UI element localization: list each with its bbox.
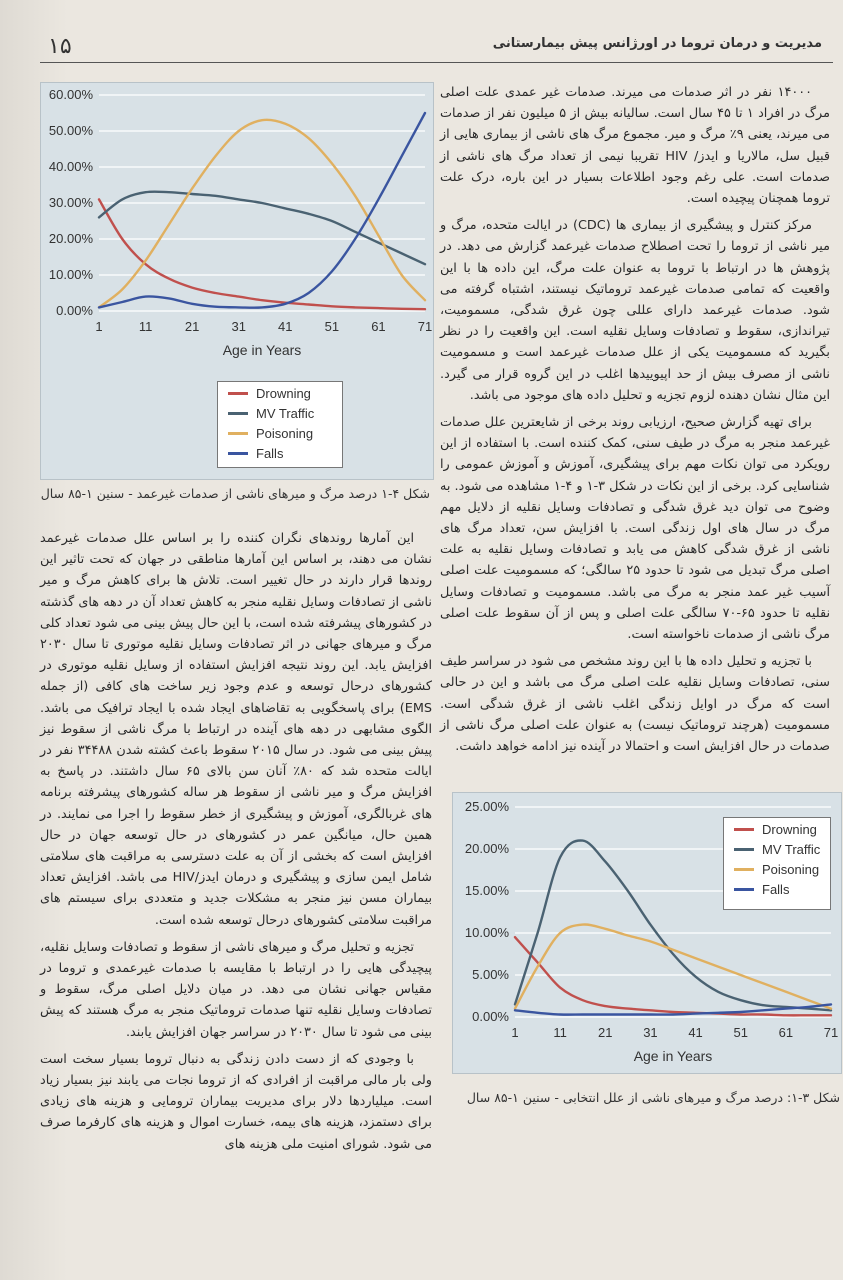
legend-swatch [734,868,754,871]
y-tick-label: 20.00% [464,841,509,856]
x-tick-label: 61 [778,1025,794,1040]
y-tick-label: 40.00% [48,159,93,174]
x-tick-label: 21 [184,319,200,334]
x-tick-label: 51 [733,1025,748,1040]
x-axis-label: Age in Years [222,342,302,358]
legend-swatch [228,392,248,395]
x-axis-label: Age in Years [633,1048,713,1064]
y-tick-label: 5.00% [472,967,509,982]
series-line-poisoning [515,924,831,1008]
x-tick-label: 31 [643,1025,658,1040]
x-tick-label: 21 [598,1025,613,1040]
legend-label: Drowning [256,385,311,401]
paragraph: برای تهیه گزارش صحیح، ارزیابی روند برخی از شایعترین علل صدمات غیرعمد منجر به مرگ در طیف سنی، کمک کننده است. با استفاده از این رویکرد می توان نکات مهم برای پیشگیری، آموزش و آموزش عمومی را شناسایی کرد. برخی از این نکات در شکل ۳-۱ و ۴-۱ مشاهده می شود. به وضوح می توان دید غرق شدگی و تصادفات وسایل نقلیه از دلایل مهم مرگ در سال های اول زندگی است. با افزایش سن، تعداد مرگ های ناشی از غرق شدگی کاهش می یابد و تصادفات وسایل نقلیه به علت اصلی مرگ تبدیل می شود تا حدود ۲۵ سالگی؛ که مسمومیت علت اصلی آسیب غیر عمد منجر به مرگ می باشد. مسمومیت و تصادفات وسایل نقلیه تا حدود ۶۵-۷۰ سالگی علت اصلی و پس از آن سقوط علت اصلی مرگ ناشی از صدمات ناخواسته است. [440,415,831,643]
header-rule [40,62,833,63]
series-line-falls [99,113,425,308]
x-tick-label: 1 [511,1025,519,1040]
x-tick-label: 31 [231,319,246,334]
legend-swatch [734,848,754,851]
x-tick-label: 1 [95,319,103,334]
legend-swatch [734,888,754,891]
series-line-poisoning [99,120,425,308]
y-tick-label: 25.00% [464,799,509,814]
legend-item [724,839,830,859]
y-tick-label: 15.00% [464,883,509,898]
series-line-drowning [99,199,425,309]
chart-unintentional-injury-deaths [40,82,434,480]
running-title: مدیریت و درمان تروما در اورژانس پیش بیمارستانی [492,36,822,51]
legend-item [724,859,830,879]
legend-item [218,383,342,403]
y-tick-label: 0.00% [56,303,93,318]
legend-swatch [228,452,248,455]
y-tick-label: 10.00% [464,925,509,940]
x-tick-label: 11 [553,1025,567,1040]
left-column-text [40,528,432,1161]
x-tick-label: 71 [823,1025,839,1040]
legend-item [218,423,342,443]
x-tick-label: 11 [138,319,153,334]
figure-caption-bottom: شکل ۳-۱: درصد مرگ و میرهای ناشی از علل انتخابی - سنین ۱-۸۵ سال [466,1090,840,1105]
chart-selected-causes-deaths [452,792,842,1074]
x-tick-label: 61 [371,319,386,334]
page-header [40,30,830,60]
chart-legend [217,381,343,468]
page-number: ۱۵ [48,34,72,59]
legend-label: Falls [762,881,790,897]
x-tick-label: 71 [417,319,433,334]
x-tick-label: 41 [278,319,293,334]
paragraph: این آمارها روندهای نگران کننده را بر اساس علل صدمات غیرعمد نشان می دهند، بر اساس این آمارها مناطقی در جهان که تحت تاثیر این روندها قرار دارند در حال تغییر است. تلاش ها برای کاهش مرگ و میر ناشی از تصادفات وسایل نقلیه منجر به کاهش تعداد آن در دهه های گذشته در کشورهای پیشرفته شده است، با این حال پیش بینی می شود تعداد کلی مرگ و میرهای جهانی در اثر تصادفات وسایل نقلیه موتوری تا سال ۲۰۳۰ افزایش یابد. این روند نتیجه افزایش استفاده از وسایل نقلیه موتوری در کشورهای درحال توسعه و عدم وجود زیر ساخت های کافی (از جمله EMS) برای پاسخگویی به تقاضاهای ایجاد شده با ایجاد ترافیک می باشد. الگوی مشابهی در دهه های آینده در ارتباط با مرگ ناشی از سقوط نیز پیش بینی می شود. در سال ۲۰۱۵ سقوط باعث کشته شدن ۳۴۴۸۸ نفر در ایالت متحده شد که ۸۰٪ آنان سن بالای ۶۵ سال داشتند. در پاسخ به افزایش مرگ و میر ناشی از سقوط هر ساله کشورهای پیشرفته برنامه های غربالگری، آموزش و پیشگیری از خطر سقوط را اجرا می نمایند. در همین حال، میانگین عمر در کشورهای در حال توسعه جهان در حال افزایش است که بخشی از آن به علت دسترسی به مراقبت های سلامتی شامل ایمن سازی و پیشگیری و درمان ایدز/HIV می باشد. افزایش تعداد بیماران مسن نیز منجر به مشکلات جدید و متعددی برای سیستم های مراقبت سلامتی کشورهای درحال توسعه شده است. [40,531,433,928]
figure-caption-top: شکل ۴-۱ درصد مرگ و میرهای ناشی از صدمات غیرعمد - سنین ۱-۸۵ سال [40,486,430,501]
y-tick-label: 10.00% [48,267,93,282]
legend-item [724,879,830,899]
legend-item [218,443,342,463]
legend-label: Poisoning [256,425,314,441]
x-tick-label: 41 [688,1025,703,1040]
legend-label: Drowning [762,821,817,837]
y-tick-label: 60.00% [48,87,93,102]
y-tick-label: 0.00% [472,1009,509,1024]
legend-label: Falls [256,445,284,461]
legend-label: Poisoning [762,861,820,877]
legend-swatch [228,432,248,435]
paragraph: تجزیه و تحلیل مرگ و میرهای ناشی از سقوط و تصادفات وسایل نقلیه، پیچیدگی هایی را در ارتباط با مقایسه با صدمات غیرعمدی و تروما در مقیاس جهانی نشان می دهد. در میان دلایل اصلی مرگ، سقوط و تصادفات وسایل نقلیه تنها صدمات تروماتیک منجر به مرگ هستند که پیش بینی می شود تا سال ۲۰۳۰ در سراسر جهان افزایش یابند. [40,939,432,1040]
paragraph: ۱۴۰۰۰ نفر در اثر صدمات می میرند. صدمات غیر عمدی علت اصلی مرگ در افراد ۱ تا ۴۵ سال است. سالیانه بیش از ۵ میلیون نفر از صدمات می میرند، یعنی ۹٪ مرگ و میر. مجموع مرگ های ناشی از بیماری هایی از قبیل سل، مالاریا و ایدز/ HIV تقریبا نیمی از تعداد مرگ های ناشی از صدمات است. علی رغم وجود اطلاعات بسیار در این باره، درک علت تروما همچنان پیچیده است. [440,85,830,207]
y-tick-label: 20.00% [48,231,93,246]
paragraph: مرکز کنترل و پیشگیری از بیماری ها (CDC) در ایالت متحده، مرگ و میر ناشی از تروما را تحت اصطلاح صدمات غیرعمد گزارش می دهد. در پژوهش ها در ارتباط با تروما به عنوان علت مرگ، این داده ها با این واقعیت که تمامی صدمات غیرعمد تروماتیک نیستند، اشتباه گرفته می شود. صدمات غیرعمد دارای عللی چون غرق شدگی، مسمومیت، تیراندازی، سقوط و تصادفات وسایل نقلیه است. این واقعیت را در نظر بگیرید که مسمومیت یکی از علل صدمات غیرعمد است و مسمومیت ناشی از مصرف بیش از حد اپیوییدها اغلب در این گروه قرار می گیرد. این مثال نشان دهنده لزوم تجزیه و تحلیل داده های موجود می باشد. [440,218,830,403]
y-tick-label: 50.00% [48,123,93,138]
x-tick-label: 51 [324,319,340,334]
y-tick-label: 30.00% [48,195,93,210]
paragraph: با تجزیه و تحلیل داده ها با این روند مشخص می شود در سراسر طیف سنی، تصادفات وسایل نقلیه علت اصلی مرگ می باشد و این در حالی است که مرگ در اوایل زندگی اغلب ناشی از غرق شدگی است. مسمومیت (هرچند تروماتیک نیست) به عنوان علت اصلی مرگ ناشی از صدمات در حال افزایش است و احتمالا در آینده نیز ادامه خواهد داشت. [440,654,830,755]
chart-legend [723,817,831,910]
right-column-text [440,82,830,763]
legend-item [218,403,342,423]
legend-label: MV Traffic [762,841,821,857]
legend-label: MV Traffic [256,405,315,421]
legend-swatch [228,412,248,415]
paragraph: با وجودی که از دست دادن زندگی به دنبال تروما بسیار سخت است ولی بار مالی مراقبت از افرادی که از تروما نجات می یابند نیز بسیار زیاد است. میلیاردها دلار برای مدیریت بیماران ترومایی و هزینه های زیادی برای دستمزد، هزینه های بیمه، خسارت اموال و هزینه های کارفرما صرف می شود. شورای امنیت ملی هزینه های [40,1051,432,1152]
legend-swatch [734,828,754,831]
legend-item [724,819,830,839]
